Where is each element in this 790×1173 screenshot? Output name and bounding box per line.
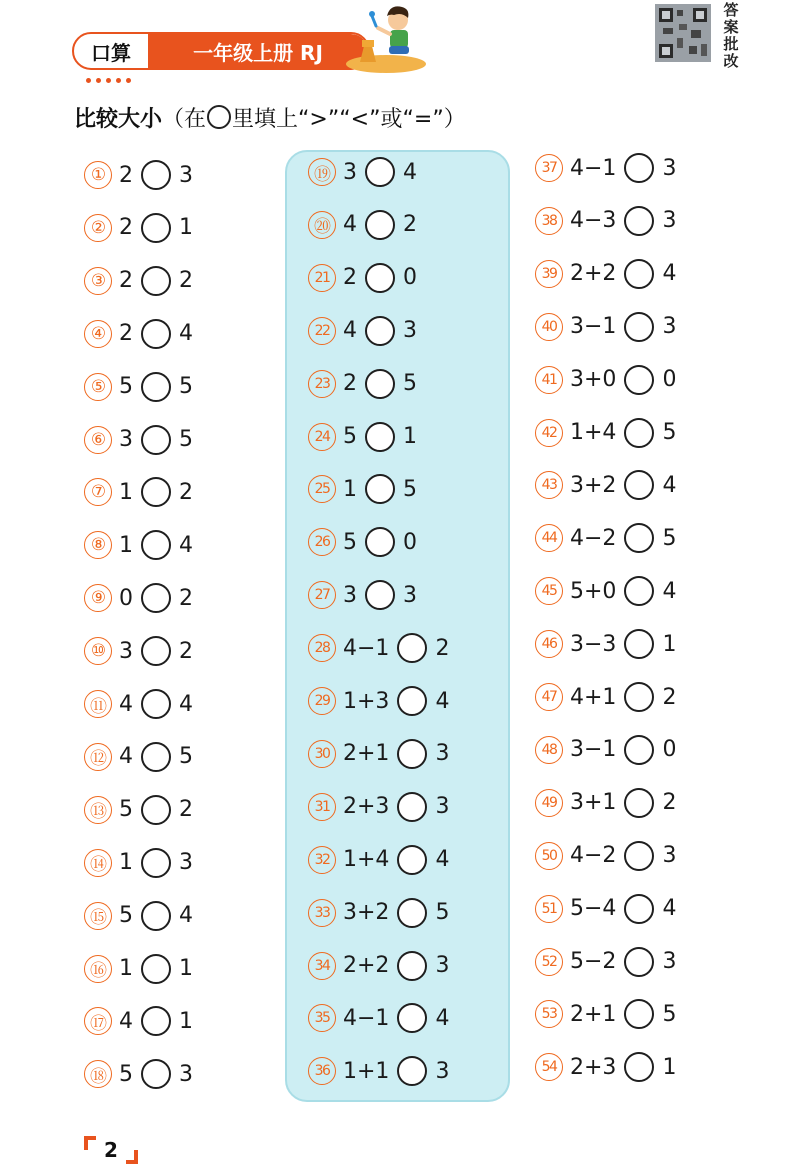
answer-circle[interactable] xyxy=(141,954,171,984)
problem-row xyxy=(84,740,193,774)
problem-number: 31 xyxy=(308,793,336,821)
problem-row xyxy=(84,475,193,509)
answer-circle[interactable] xyxy=(397,633,427,663)
problem-row xyxy=(535,310,676,344)
problem-number: ⑬ xyxy=(84,796,112,824)
left-operand: 3−1 xyxy=(570,737,617,763)
problem-row xyxy=(84,952,193,986)
right-operand: 3 xyxy=(179,162,193,188)
problem-number: 36 xyxy=(308,1057,336,1085)
problem-row xyxy=(84,634,193,668)
answer-circle[interactable] xyxy=(624,947,654,977)
answer-circle[interactable] xyxy=(397,1003,427,1033)
problem-row xyxy=(84,793,193,827)
page-number-text: 2 xyxy=(104,1138,118,1162)
left-operand: 4−1 xyxy=(343,635,390,661)
problem-number: 49 xyxy=(535,789,563,817)
right-operand: 4 xyxy=(435,1005,450,1031)
answer-circle[interactable] xyxy=(624,418,654,448)
problem-row xyxy=(84,899,193,933)
right-operand: 3 xyxy=(435,741,450,767)
problem-number: 35 xyxy=(308,1004,336,1032)
problem-number: 21 xyxy=(308,264,336,292)
problem-row xyxy=(535,521,676,555)
right-operand: 3 xyxy=(662,949,677,974)
answer-circle[interactable] xyxy=(365,422,395,452)
left-operand: 4 xyxy=(119,691,133,717)
right-operand: 3 xyxy=(662,208,677,234)
left-operand: 5 xyxy=(119,797,133,823)
answer-circle[interactable] xyxy=(365,527,395,557)
exercise-instruction xyxy=(74,100,466,134)
left-operand: 5−2 xyxy=(570,949,617,974)
left-operand: 2 xyxy=(119,162,133,188)
answer-circle[interactable] xyxy=(141,266,171,296)
left-operand: 3+2 xyxy=(343,900,390,926)
problem-number: 38 xyxy=(535,207,563,235)
problem-number: 48 xyxy=(535,736,563,764)
problem-row xyxy=(308,578,417,612)
problem-row xyxy=(84,211,193,245)
right-operand: 3 xyxy=(403,582,417,608)
problem-number: ⑧ xyxy=(84,531,112,559)
left-operand: 3+2 xyxy=(570,472,617,498)
problem-row xyxy=(84,423,193,457)
problem-number: 28 xyxy=(308,634,336,662)
answer-circle[interactable] xyxy=(141,1059,171,1089)
answer-circle[interactable] xyxy=(365,369,395,399)
left-operand: 1 xyxy=(119,479,133,505)
left-operand: 2 xyxy=(343,265,357,291)
problem-row xyxy=(535,468,676,502)
answer-circle[interactable] xyxy=(141,372,171,402)
left-operand: 4−2 xyxy=(570,525,617,551)
left-operand: 2 xyxy=(119,268,133,294)
answer-circle[interactable] xyxy=(624,206,654,236)
answer-circle[interactable] xyxy=(624,576,654,606)
answer-circle[interactable] xyxy=(624,629,654,659)
boy-building-sandcastle-illustration xyxy=(342,2,426,74)
answer-circle[interactable] xyxy=(397,845,427,875)
left-operand: 1+3 xyxy=(343,688,390,714)
answer-circle[interactable] xyxy=(141,742,171,772)
left-operand: 4 xyxy=(119,1008,133,1034)
left-operand: 2+2 xyxy=(343,953,390,978)
problem-row xyxy=(308,472,417,506)
grade-label: 一年级上册 RJ xyxy=(148,34,368,68)
right-operand: 3 xyxy=(179,850,193,876)
answer-circle[interactable] xyxy=(365,263,395,293)
problem-row xyxy=(308,631,449,665)
answer-circle[interactable] xyxy=(397,951,427,981)
problem-number: 42 xyxy=(535,419,563,447)
answer-circle[interactable] xyxy=(141,795,171,825)
problem-number: ④ xyxy=(84,320,112,348)
right-operand: 2 xyxy=(179,268,193,294)
problem-number: ⑫ xyxy=(84,743,112,771)
answer-circle[interactable] xyxy=(624,841,654,871)
book-header xyxy=(72,28,412,74)
left-operand: 1 xyxy=(119,850,133,876)
answer-circle[interactable] xyxy=(624,788,654,818)
right-operand: 1 xyxy=(662,1054,677,1080)
answer-circle[interactable] xyxy=(397,898,427,928)
right-operand: 0 xyxy=(403,265,417,291)
problem-number: 54 xyxy=(535,1053,563,1081)
qr-code-icon[interactable] xyxy=(655,4,711,62)
right-operand: 5 xyxy=(662,525,677,551)
right-operand: 0 xyxy=(403,529,417,555)
left-operand: 2 xyxy=(119,215,133,241)
problem-row xyxy=(308,737,449,771)
right-operand: 1 xyxy=(662,631,677,657)
left-operand: 3 xyxy=(119,427,133,452)
left-operand: 2+3 xyxy=(570,1054,617,1080)
right-operand: 0 xyxy=(662,737,677,763)
answer-circle[interactable] xyxy=(141,1006,171,1036)
left-operand: 2 xyxy=(119,321,133,347)
left-operand: 4 xyxy=(343,212,357,238)
corner-bracket-icon xyxy=(126,1150,138,1164)
left-operand: 3+0 xyxy=(570,367,617,393)
problem-number: ⑨ xyxy=(84,584,112,612)
problem-number: 34 xyxy=(308,952,336,980)
right-operand: 1 xyxy=(403,424,417,449)
right-operand: 2 xyxy=(435,635,450,661)
answer-circle[interactable] xyxy=(141,477,171,507)
problem-row xyxy=(535,680,676,714)
answer-circle[interactable] xyxy=(397,686,427,716)
problem-number: 43 xyxy=(535,471,563,499)
problem-row xyxy=(535,997,676,1031)
corner-bracket-icon xyxy=(84,1136,96,1150)
left-operand: 4 xyxy=(119,744,133,770)
circle-blank-icon xyxy=(207,105,231,129)
problem-number: 26 xyxy=(308,528,336,556)
answer-circle[interactable] xyxy=(624,999,654,1029)
answer-circle[interactable] xyxy=(624,470,654,500)
problem-number: 44 xyxy=(535,524,563,552)
right-operand: 4 xyxy=(403,159,417,185)
answer-circle[interactable] xyxy=(365,580,395,610)
right-operand: 3 xyxy=(403,318,417,344)
right-operand: 2 xyxy=(179,797,193,823)
problem-number: ③ xyxy=(84,267,112,295)
answer-circle[interactable] xyxy=(624,1052,654,1082)
right-operand: 3 xyxy=(435,794,450,820)
right-operand: 4 xyxy=(179,691,193,717)
answer-circle[interactable] xyxy=(397,792,427,822)
answer-circle[interactable] xyxy=(624,312,654,342)
left-operand: 3 xyxy=(119,638,133,664)
left-operand: 4−1 xyxy=(570,155,617,181)
problem-row xyxy=(84,1057,193,1091)
subject-label: 口算 xyxy=(91,40,131,65)
right-operand: 4 xyxy=(179,903,193,929)
problem-number: ⑭ xyxy=(84,849,112,877)
problem-number: 37 xyxy=(535,154,563,182)
problem-number: ⑦ xyxy=(84,478,112,506)
left-operand: 2+3 xyxy=(343,794,390,820)
answer-circle[interactable] xyxy=(624,682,654,712)
problem-row xyxy=(308,155,417,189)
problem-row xyxy=(535,416,676,450)
left-operand: 4+1 xyxy=(570,684,617,710)
right-operand: 2 xyxy=(662,790,677,816)
problem-number: 51 xyxy=(535,895,563,923)
answer-circle[interactable] xyxy=(624,153,654,183)
problem-row xyxy=(308,1001,449,1035)
problem-row xyxy=(84,528,193,562)
right-operand: 5 xyxy=(662,420,677,445)
left-operand: 1 xyxy=(119,532,133,558)
left-operand: 4−1 xyxy=(343,1005,390,1031)
problem-number: 24 xyxy=(308,423,336,451)
answer-circle[interactable] xyxy=(365,316,395,346)
problem-row xyxy=(535,257,676,291)
problem-row xyxy=(535,786,676,820)
problem-row xyxy=(308,949,449,983)
right-operand: 4 xyxy=(435,688,450,714)
answer-circle[interactable] xyxy=(141,213,171,243)
problem-number: ⑩ xyxy=(84,637,112,665)
problem-number: 52 xyxy=(535,948,563,976)
answer-circle[interactable] xyxy=(624,259,654,289)
left-operand: 1+1 xyxy=(343,1058,390,1084)
problem-row xyxy=(308,525,417,559)
right-operand: 5 xyxy=(403,371,417,397)
answer-check-label: 答案批改 xyxy=(723,1,739,70)
right-operand: 3 xyxy=(435,953,450,978)
answer-circle[interactable] xyxy=(365,210,395,240)
left-operand: 1+4 xyxy=(343,847,390,873)
problem-row xyxy=(308,420,417,454)
problem-row xyxy=(535,574,676,608)
right-operand: 5 xyxy=(179,427,193,452)
book-title-badge xyxy=(72,32,370,70)
problem-number: 40 xyxy=(535,313,563,341)
decorative-dots xyxy=(86,78,131,83)
problem-number: ② xyxy=(84,214,112,242)
left-operand: 5 xyxy=(119,903,133,929)
left-operand: 3 xyxy=(343,159,357,185)
problem-number: 29 xyxy=(308,687,336,715)
answer-circle[interactable] xyxy=(397,1056,427,1086)
left-operand: 5 xyxy=(119,1061,133,1087)
problem-number: ⑯ xyxy=(84,955,112,983)
instruction-open: （在 xyxy=(162,106,207,132)
problem-row xyxy=(84,1004,193,1038)
problem-number: 50 xyxy=(535,842,563,870)
right-operand: 4 xyxy=(179,532,193,558)
left-operand: 5 xyxy=(343,424,357,449)
right-operand: 5 xyxy=(179,374,193,400)
answer-circle[interactable] xyxy=(624,523,654,553)
answer-circle[interactable] xyxy=(141,636,171,666)
problem-number: ⑳ xyxy=(308,211,336,239)
problem-row xyxy=(535,1050,676,1084)
problem-number: 25 xyxy=(308,475,336,503)
problem-number: 45 xyxy=(535,577,563,605)
problem-number: ⑪ xyxy=(84,690,112,718)
problem-number: 27 xyxy=(308,581,336,609)
problem-row xyxy=(84,846,193,880)
right-operand: 2 xyxy=(179,479,193,505)
right-operand: 3 xyxy=(435,1058,450,1084)
problem-number: 53 xyxy=(535,1000,563,1028)
problem-row xyxy=(84,687,193,721)
right-operand: 4 xyxy=(179,321,193,347)
answer-circle[interactable] xyxy=(365,157,395,187)
problem-row xyxy=(535,151,676,185)
left-operand: 4 xyxy=(343,318,357,344)
right-operand: 4 xyxy=(662,578,677,604)
problem-row xyxy=(84,317,193,351)
left-operand: 3−1 xyxy=(570,314,617,340)
left-operand: 2+1 xyxy=(343,741,390,767)
answer-circle[interactable] xyxy=(624,365,654,395)
problem-number: ⑰ xyxy=(84,1007,112,1035)
answer-circle[interactable] xyxy=(141,901,171,931)
answer-circle[interactable] xyxy=(624,735,654,765)
problem-number: ⑱ xyxy=(84,1060,112,1088)
problem-row xyxy=(535,363,676,397)
answer-circle[interactable] xyxy=(365,474,395,504)
left-operand: 3−3 xyxy=(570,631,617,657)
right-operand: 2 xyxy=(662,684,677,710)
right-operand: 0 xyxy=(662,367,677,393)
problem-row xyxy=(84,158,193,192)
instruction-title: 比较大小 xyxy=(74,106,163,132)
problem-row xyxy=(308,843,449,877)
problem-number: 41 xyxy=(535,366,563,394)
problem-number: 30 xyxy=(308,740,336,768)
answer-circle[interactable] xyxy=(141,848,171,878)
right-operand: 3 xyxy=(662,314,677,340)
right-operand: 1 xyxy=(179,215,193,241)
right-operand: 2 xyxy=(403,212,417,238)
left-operand: 1 xyxy=(343,476,357,502)
right-operand: 4 xyxy=(662,261,677,287)
right-operand: 4 xyxy=(435,847,450,873)
problem-row xyxy=(308,1054,449,1088)
problem-number: ⑲ xyxy=(308,158,336,186)
problem-number: 39 xyxy=(535,260,563,288)
problem-row xyxy=(84,581,193,615)
answer-circle[interactable] xyxy=(141,160,171,190)
answer-circle[interactable] xyxy=(397,739,427,769)
left-operand: 0 xyxy=(119,585,133,611)
problem-number: 47 xyxy=(535,683,563,711)
problem-number: 46 xyxy=(535,630,563,658)
answer-circle[interactable] xyxy=(141,689,171,719)
right-operand: 5 xyxy=(435,900,450,926)
left-operand: 5 xyxy=(119,374,133,400)
problem-row xyxy=(535,839,676,873)
problem-row xyxy=(308,314,417,348)
problem-number: 33 xyxy=(308,899,336,927)
right-operand: 3 xyxy=(662,843,677,869)
right-operand: 2 xyxy=(179,638,193,664)
answer-circle[interactable] xyxy=(141,530,171,560)
answer-circle[interactable] xyxy=(624,894,654,924)
problem-number: 23 xyxy=(308,370,336,398)
problem-row xyxy=(308,790,449,824)
problem-row xyxy=(308,261,417,295)
left-operand: 5+0 xyxy=(570,578,617,604)
problem-row xyxy=(84,370,193,404)
left-operand: 2 xyxy=(343,371,357,397)
page-number xyxy=(84,1136,140,1166)
problem-row xyxy=(84,264,193,298)
right-operand: 5 xyxy=(403,476,417,502)
right-operand: 5 xyxy=(662,1001,677,1027)
left-operand: 1+4 xyxy=(570,420,617,445)
answer-circle[interactable] xyxy=(141,583,171,613)
right-operand: 4 xyxy=(662,896,677,922)
problem-row xyxy=(535,733,676,767)
problem-row xyxy=(308,367,417,401)
answer-circle[interactable] xyxy=(141,319,171,349)
left-operand: 5−4 xyxy=(570,896,617,922)
right-operand: 1 xyxy=(179,956,193,981)
problem-number: ⑤ xyxy=(84,373,112,401)
answer-circle[interactable] xyxy=(141,425,171,455)
left-operand: 3+1 xyxy=(570,790,617,816)
problem-number: 22 xyxy=(308,317,336,345)
left-operand: 2+1 xyxy=(570,1001,617,1027)
right-operand: 3 xyxy=(662,155,677,181)
right-operand: 1 xyxy=(179,1008,193,1034)
left-operand: 1 xyxy=(119,956,133,981)
problem-row xyxy=(535,627,676,661)
right-operand: 4 xyxy=(662,472,677,498)
left-operand: 5 xyxy=(343,529,357,555)
left-operand: 2+2 xyxy=(570,261,617,287)
problem-row xyxy=(535,945,676,979)
problem-number: ① xyxy=(84,161,112,189)
right-operand: 5 xyxy=(179,744,193,770)
problem-number: ⑥ xyxy=(84,426,112,454)
left-operand: 4−3 xyxy=(570,208,617,234)
problem-row xyxy=(308,896,449,930)
problem-row xyxy=(308,684,449,718)
right-operand: 2 xyxy=(179,585,193,611)
left-operand: 4−2 xyxy=(570,843,617,869)
left-operand: 3 xyxy=(343,582,357,608)
right-operand: 3 xyxy=(179,1061,193,1087)
problem-row xyxy=(535,204,676,238)
problem-row xyxy=(535,892,676,926)
problem-row xyxy=(308,208,417,242)
problem-number: ⑮ xyxy=(84,902,112,930)
problem-number: 32 xyxy=(308,846,336,874)
instruction-rest: 里填上“>”“<”或“=”） xyxy=(232,106,466,132)
